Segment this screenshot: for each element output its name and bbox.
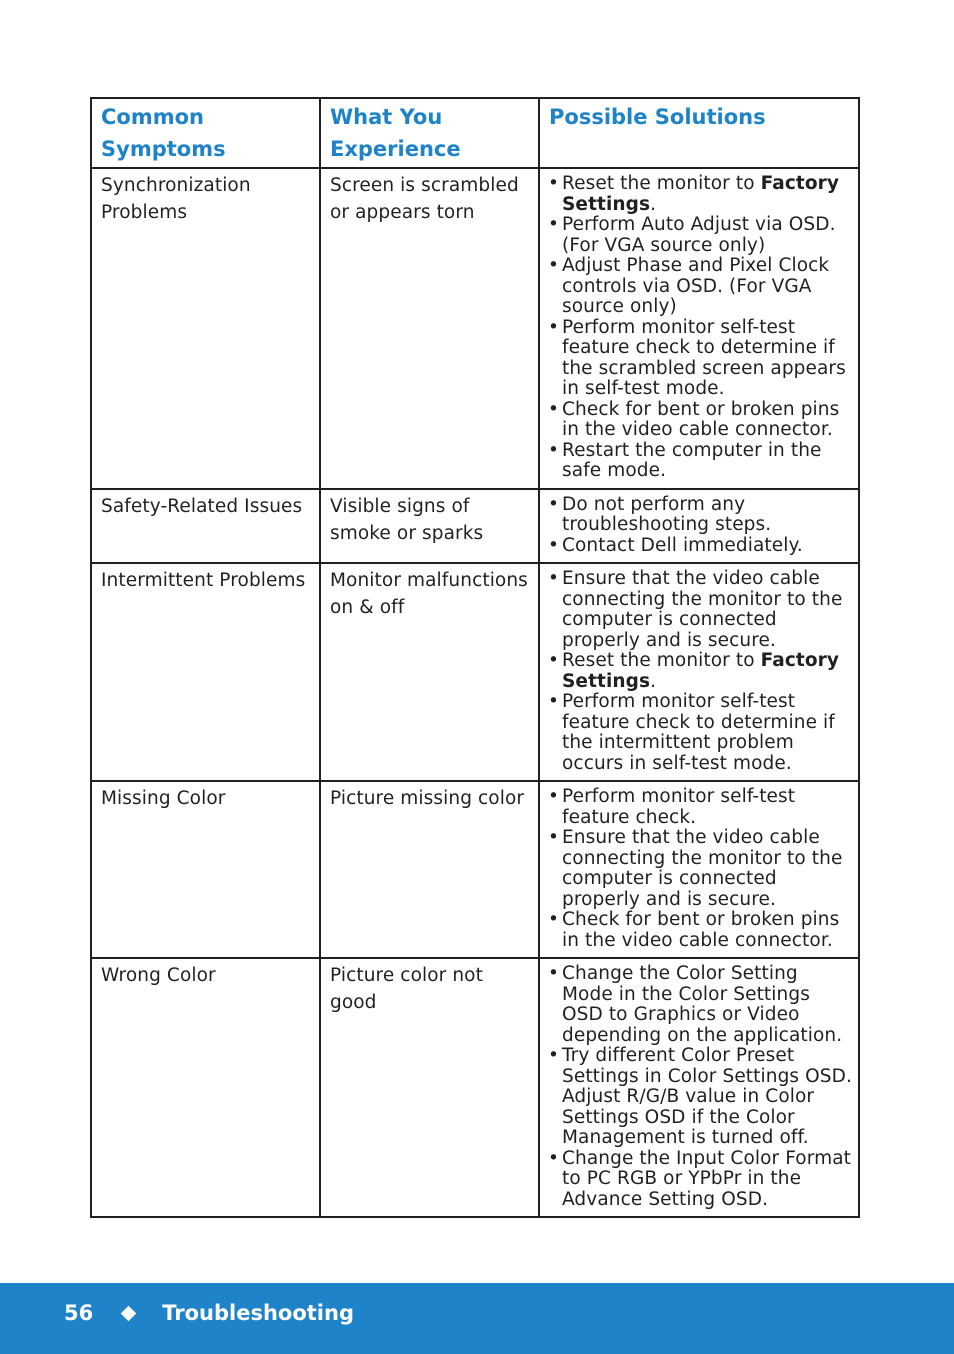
solutions-list	[548, 569, 854, 774]
solution-item: • Ensure that the video cable connecting the monitor to the computer is connected properly and is secure.	[548, 828, 854, 910]
solutions-list	[548, 787, 854, 951]
header-what-you-experience: What You Experience	[320, 98, 539, 168]
table-row	[91, 563, 859, 781]
solution-item: • Perform Auto Adjust via OSD. (For VGA source only)	[548, 215, 854, 256]
solution-item: • Perform monitor self-test feature check.	[548, 787, 854, 828]
solution-item: • Restart the computer in the safe mode.	[548, 441, 854, 482]
solution-item: • Ensure that the video cable connecting the monitor to the computer is connected properly and is secure.	[548, 569, 854, 651]
solution-item: • Reset the monitor to Factory Settings.	[548, 174, 854, 215]
symptom-cell: Wrong Color	[91, 958, 320, 1217]
table-row	[91, 781, 859, 958]
table-row	[91, 958, 859, 1217]
solution-item: • Contact Dell immediately.	[548, 536, 854, 557]
solutions-list	[548, 964, 854, 1210]
solution-item: • Change the Input Color Format to PC RGB or YPbPr in the Advance Setting OSD.	[548, 1149, 854, 1211]
symptom-cell: Intermittent Problems	[91, 563, 320, 781]
footer-content	[64, 1298, 354, 1328]
experience-cell: Screen is scrambled or appears torn	[320, 168, 539, 489]
solution-item: • Adjust Phase and Pixel Clock controls via OSD. (For VGA source only)	[548, 256, 854, 318]
troubleshooting-table	[90, 97, 860, 1218]
solutions-cell	[539, 489, 859, 564]
experience-cell: Visible signs of smoke or sparks	[320, 489, 539, 564]
solution-item: • Check for bent or broken pins in the video cable connector.	[548, 910, 854, 951]
solutions-list	[548, 174, 854, 482]
solution-item: • Change the Color Setting Mode in the Color Settings OSD to Graphics or Video depending on the application.	[548, 964, 854, 1046]
page-number: 56	[64, 1301, 94, 1325]
solutions-cell	[539, 563, 859, 781]
table-row	[91, 168, 859, 489]
solution-item: • Try different Color Preset Settings in Color Settings OSD. Adjust R/G/B value in Color Settings OSD if the Color Management is turned off.	[548, 1046, 854, 1149]
solutions-cell	[539, 958, 859, 1217]
symptom-cell: Missing Color	[91, 781, 320, 958]
experience-cell: Monitor malfunctions on & off	[320, 563, 539, 781]
table-row	[91, 489, 859, 564]
solution-item: • Check for bent or broken pins in the video cable connector.	[548, 400, 854, 441]
page-footer	[0, 1283, 954, 1354]
solution-item: • Perform monitor self-test feature check to determine if the intermittent problem occurs in self-test mode.	[548, 692, 854, 774]
experience-cell: Picture color not good	[320, 958, 539, 1217]
solutions-cell	[539, 781, 859, 958]
solutions-list	[548, 495, 854, 557]
solution-item: • Perform monitor self-test feature check to determine if the scrambled screen appears in self-test mode.	[548, 318, 854, 400]
header-common-symptoms: Common Symptoms	[91, 98, 320, 168]
symptom-cell: Safety-Related Issues	[91, 489, 320, 564]
solution-item: • Reset the monitor to Factory Settings.	[548, 651, 854, 692]
experience-cell: Picture missing color	[320, 781, 539, 958]
table-header-row	[91, 98, 859, 168]
symptom-cell: Synchronization Problems	[91, 168, 320, 489]
solutions-cell	[539, 168, 859, 489]
section-title: Troubleshooting	[162, 1301, 354, 1325]
diamond-icon	[121, 1305, 137, 1321]
header-possible-solutions: Possible Solutions	[539, 98, 859, 168]
solution-item: • Do not perform any troubleshooting steps.	[548, 495, 854, 536]
